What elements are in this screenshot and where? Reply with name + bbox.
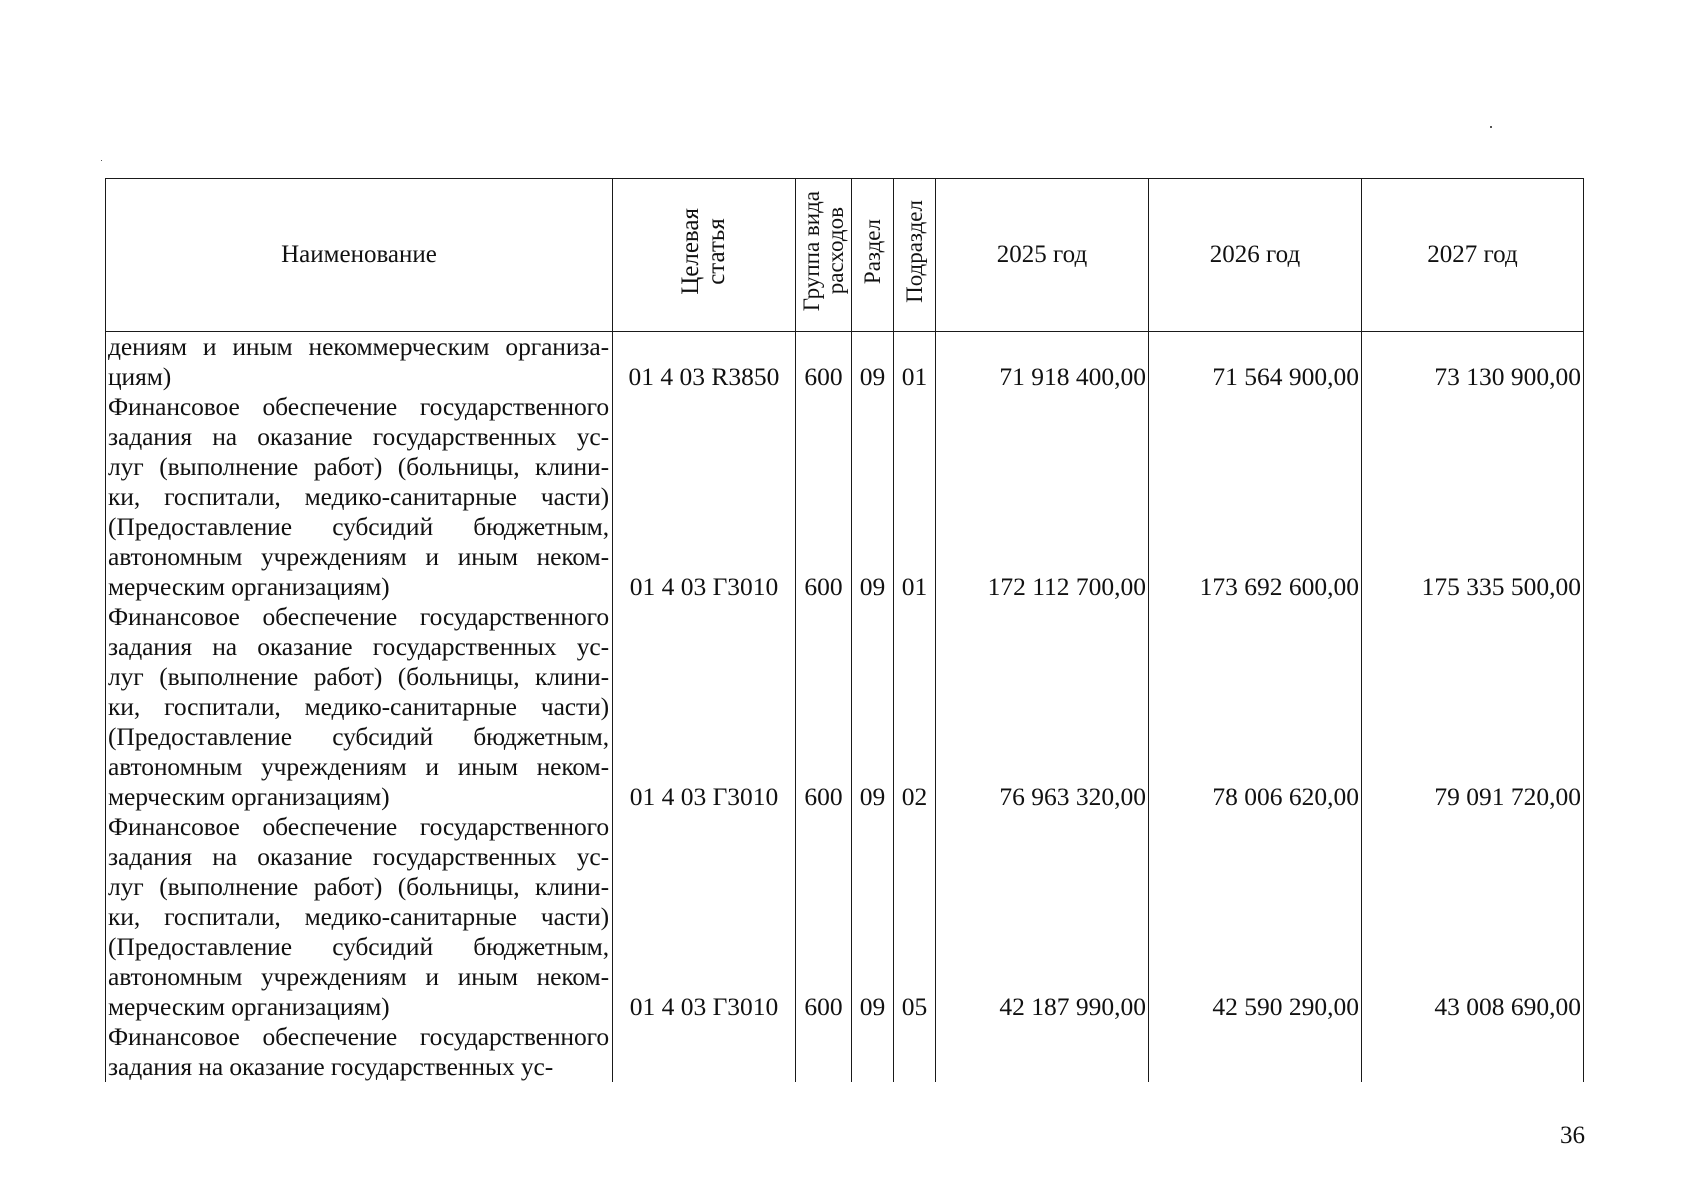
cell-section xyxy=(852,602,894,812)
cell-2025-value: 172 112 700,00 xyxy=(987,572,1146,601)
header-target-article-label: Целевая статья xyxy=(677,208,730,295)
scan-speck xyxy=(101,160,102,161)
cell-2025-value: 71 918 400,00 xyxy=(999,362,1146,391)
cell-2027-value: 175 335 500,00 xyxy=(1421,572,1581,601)
cell-2026-value: 173 692 600,00 xyxy=(1199,572,1359,601)
cell-name xyxy=(106,1022,613,1082)
cell-subsection-value: 01 xyxy=(901,572,928,601)
cell-2026 xyxy=(1149,1022,1362,1082)
header-subsection-label: Подраздел xyxy=(901,200,927,303)
cell-subsection xyxy=(894,812,936,1022)
name-line: (Предоставление субсидий бюджетным, xyxy=(108,722,609,751)
header-2027 xyxy=(1362,179,1584,332)
header-2026 xyxy=(1149,179,1362,332)
cell-section-value: 09 xyxy=(859,572,886,601)
cell-name xyxy=(106,392,613,602)
name-line: Финансовое обеспечение государственного xyxy=(108,812,609,841)
name-line: Финансовое обеспечение государственного xyxy=(108,1022,609,1051)
name-line: луг (выполнение работ) (больницы, клини- xyxy=(108,452,609,481)
cell-section-value: 09 xyxy=(859,782,886,811)
cell-target-article-value: 01 4 03 Г3010 xyxy=(629,782,779,811)
scan-speck xyxy=(1490,126,1492,128)
cell-2026 xyxy=(1149,602,1362,812)
cell-2025 xyxy=(936,392,1149,602)
header-2025-label: 2025 год xyxy=(996,241,1088,268)
name-line: задания на оказание государственных ус- xyxy=(108,422,609,451)
cell-section xyxy=(852,392,894,602)
cell-name xyxy=(106,812,613,1022)
header-subsection xyxy=(894,179,936,332)
table-row xyxy=(106,332,1584,393)
cell-target-article-value: 01 4 03 R3850 xyxy=(628,362,780,391)
name-line: циям) xyxy=(108,362,172,391)
cell-subsection-value: 05 xyxy=(901,992,928,1021)
cell-subsection-value: 01 xyxy=(901,362,928,391)
name-line: задания на оказание государственных ус- xyxy=(108,632,609,661)
header-name xyxy=(106,179,613,332)
name-line: Финансовое обеспечение государственного xyxy=(108,392,609,421)
header-expense-group xyxy=(796,179,852,332)
cell-2027-value: 79 091 720,00 xyxy=(1434,782,1581,811)
page-number: 36 xyxy=(1560,1122,1585,1149)
name-line: дениям и иным некоммерческим организа- xyxy=(108,332,609,361)
cell-subsection xyxy=(894,332,936,393)
name-line: автономным учреждениям и иным неком- xyxy=(108,962,609,991)
cell-2025 xyxy=(936,1022,1149,1082)
header-2027-label: 2027 год xyxy=(1427,241,1518,268)
cell-expense-group-value: 600 xyxy=(804,782,843,811)
cell-target-article-value: 01 4 03 Г3010 xyxy=(629,572,779,601)
header-2025 xyxy=(936,179,1149,332)
cell-expense-group xyxy=(796,392,852,602)
cell-expense-group-value: 600 xyxy=(804,572,843,601)
cell-target-article xyxy=(613,602,796,812)
cell-name xyxy=(106,602,613,812)
cell-target-article xyxy=(613,332,796,393)
cell-section xyxy=(852,332,894,393)
cell-subsection xyxy=(894,1022,936,1082)
cell-expense-group xyxy=(796,1022,852,1082)
cell-subsection xyxy=(894,602,936,812)
name-line: ки, госпитали, медико-санитарные части) xyxy=(108,902,609,931)
cell-2026 xyxy=(1149,332,1362,393)
name-line: ки, госпитали, медико-санитарные части) xyxy=(108,482,609,511)
name-line: луг (выполнение работ) (больницы, клини- xyxy=(108,662,609,691)
table-header-row xyxy=(106,179,1584,332)
cell-target-article xyxy=(613,392,796,602)
cell-2026-value: 42 590 290,00 xyxy=(1212,992,1359,1021)
cell-2027 xyxy=(1362,392,1584,602)
cell-2026 xyxy=(1149,812,1362,1022)
cell-2027-value: 43 008 690,00 xyxy=(1434,992,1581,1021)
name-line: (Предоставление субсидий бюджетным, xyxy=(108,932,609,961)
cell-section-value: 09 xyxy=(859,992,886,1021)
name-line: Финансовое обеспечение государственного xyxy=(108,602,609,631)
cell-section xyxy=(852,812,894,1022)
name-line: задания на оказание государственных ус- xyxy=(108,842,609,871)
cell-2027 xyxy=(1362,602,1584,812)
cell-2025 xyxy=(936,602,1149,812)
cell-2025-value: 76 963 320,00 xyxy=(999,782,1146,811)
table-row xyxy=(106,602,1584,812)
name-line: ки, госпитали, медико-санитарные части) xyxy=(108,692,609,721)
header-target-article xyxy=(613,179,796,332)
cell-target-article-value: 01 4 03 Г3010 xyxy=(629,992,779,1021)
budget-table xyxy=(105,178,1583,1104)
name-line: (Предоставление субсидий бюджетным, xyxy=(108,512,609,541)
cell-2027 xyxy=(1362,1022,1584,1082)
cell-2027 xyxy=(1362,812,1584,1022)
name-line: автономным учреждениям и иным неком- xyxy=(108,752,609,781)
cell-target-article xyxy=(613,812,796,1022)
cell-expense-group-value: 600 xyxy=(804,992,843,1021)
cell-2026 xyxy=(1149,392,1362,602)
header-section-label: Раздел xyxy=(859,218,885,285)
cell-expense-group-value: 600 xyxy=(804,362,843,391)
cell-expense-group xyxy=(796,602,852,812)
cell-section xyxy=(852,1022,894,1082)
cell-expense-group xyxy=(796,332,852,393)
cell-2026-value: 71 564 900,00 xyxy=(1212,362,1359,391)
cell-target-article xyxy=(613,1022,796,1082)
cell-2025 xyxy=(936,812,1149,1022)
cell-subsection xyxy=(894,392,936,602)
cell-2025 xyxy=(936,332,1149,393)
header-expense-group-label: Группа вида расходов xyxy=(798,191,848,312)
name-line: мерческим организациям) xyxy=(108,992,390,1021)
cell-2026-value: 78 006 620,00 xyxy=(1212,782,1359,811)
table-body xyxy=(106,332,1584,1083)
table-row xyxy=(106,392,1584,602)
cell-expense-group xyxy=(796,812,852,1022)
table-row xyxy=(106,812,1584,1022)
cell-section-value: 09 xyxy=(859,362,886,391)
name-line: задания на оказание государственных ус- xyxy=(108,1052,554,1081)
header-name-label: Наименование xyxy=(281,241,437,268)
header-section xyxy=(852,179,894,332)
cell-name xyxy=(106,332,613,393)
cell-2027-value: 73 130 900,00 xyxy=(1434,362,1581,391)
header-2026-label: 2026 год xyxy=(1209,241,1301,268)
name-line: мерческим организациям) xyxy=(108,572,390,601)
name-line: мерческим организациям) xyxy=(108,782,390,811)
cell-2025-value: 42 187 990,00 xyxy=(999,992,1146,1021)
name-line: автономным учреждениям и иным неком- xyxy=(108,542,609,571)
table-row xyxy=(106,1022,1584,1082)
name-line: луг (выполнение работ) (больницы, клини- xyxy=(108,872,609,901)
cell-2027 xyxy=(1362,332,1584,393)
cell-subsection-value: 02 xyxy=(901,782,928,811)
